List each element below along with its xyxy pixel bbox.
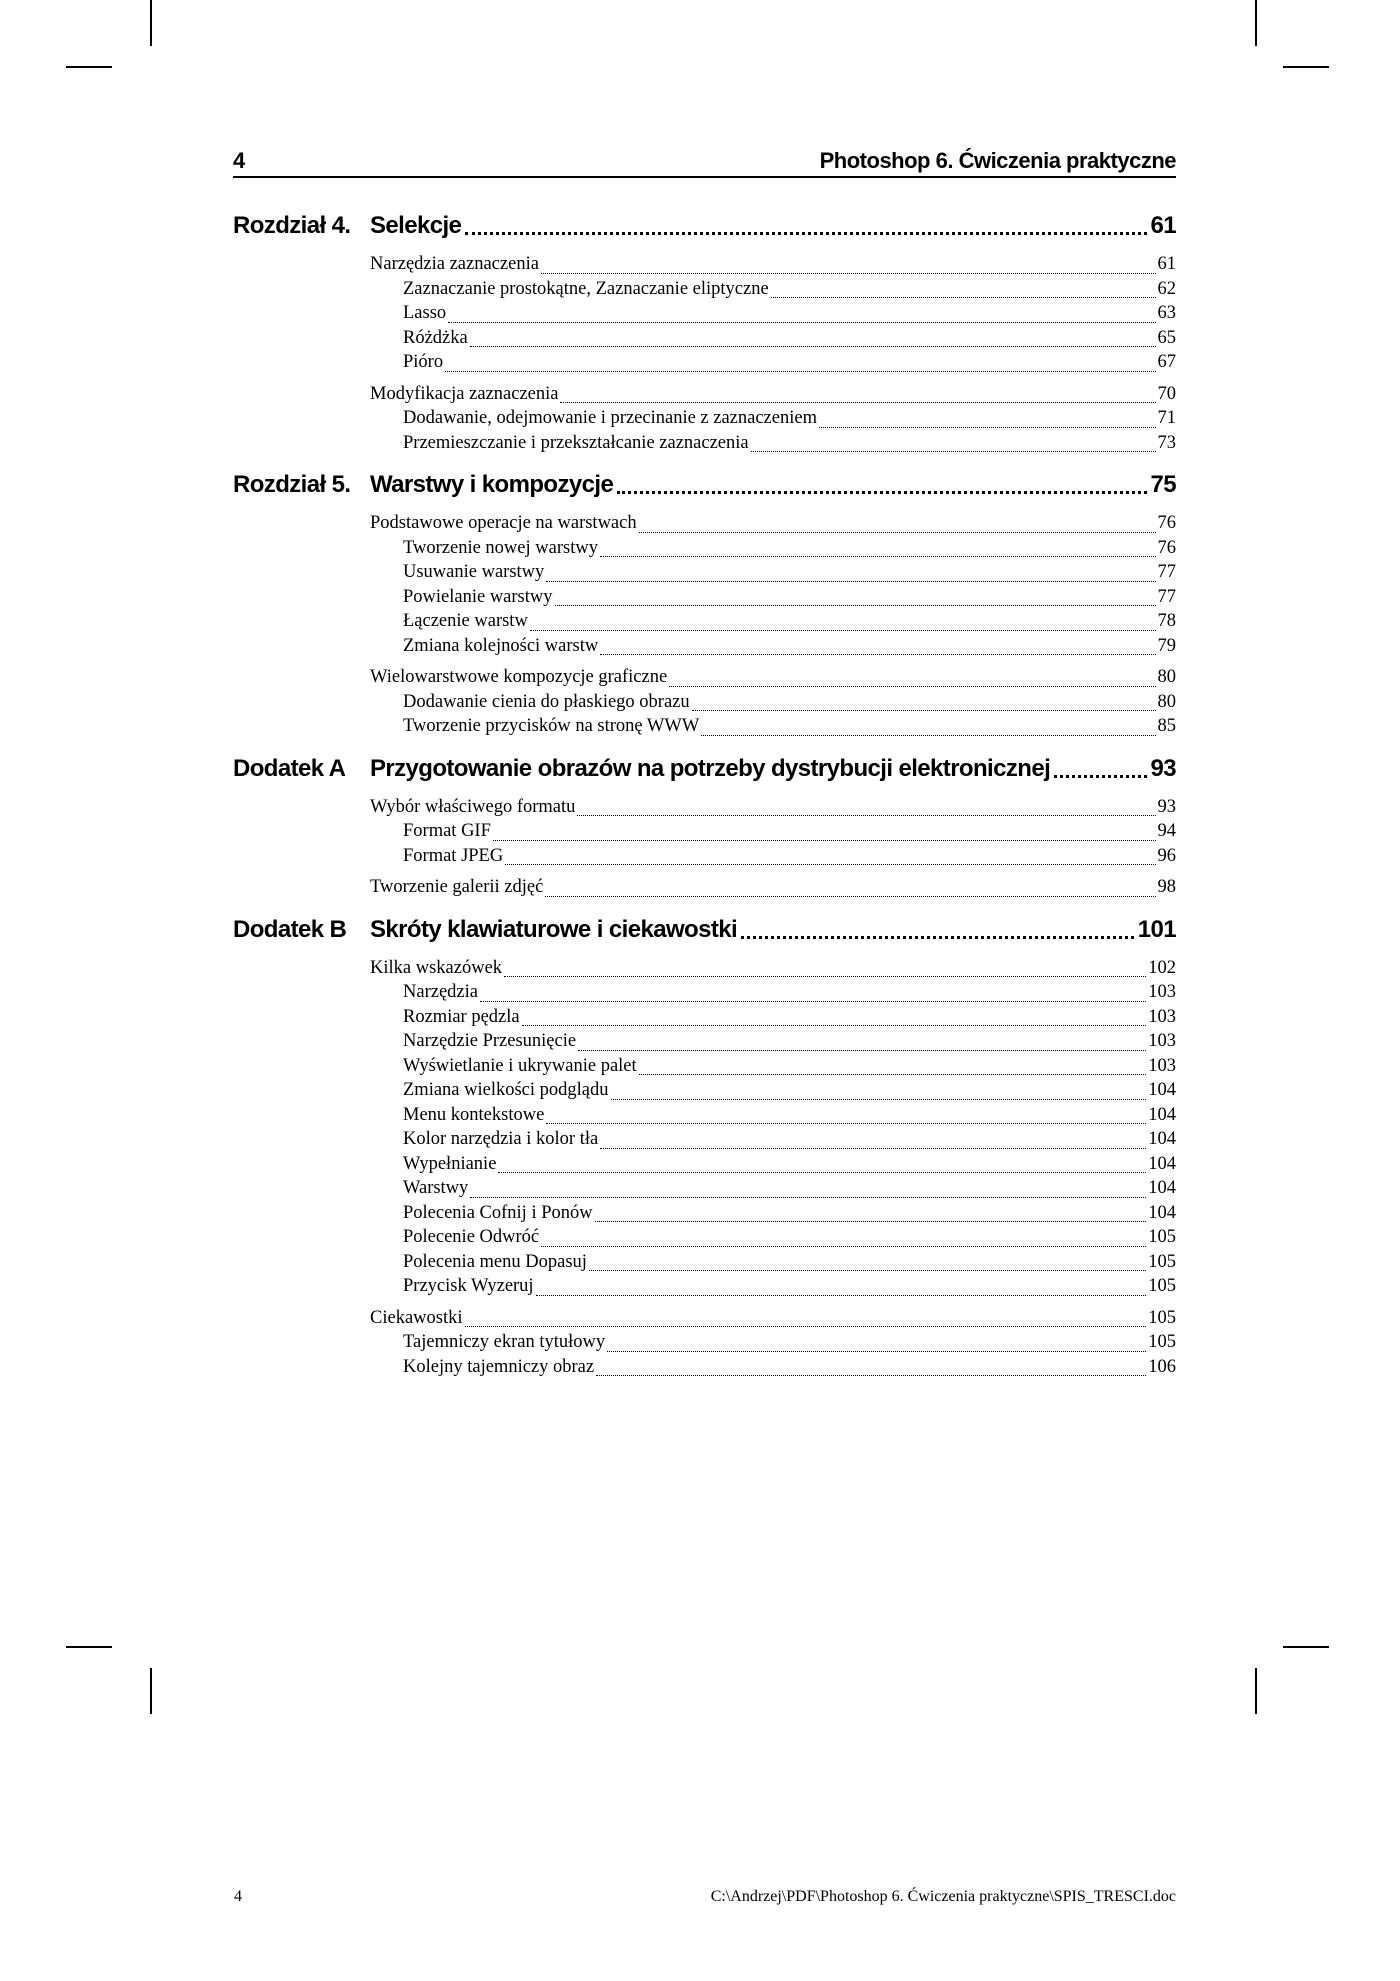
entry-title: Powielanie warstwy	[403, 586, 553, 607]
entry-title: Podstawowe operacje na warstwach	[370, 513, 637, 533]
toc-entry	[233, 1031, 1176, 1056]
entry-page-number: 103	[1148, 1031, 1176, 1051]
entry-title: Tworzenie nowej warstwy	[403, 537, 598, 558]
dot-leader	[596, 1375, 1146, 1376]
chapter-heading	[233, 755, 1176, 789]
crop-mark-top-left-vertical	[150, 0, 152, 46]
dot-leader	[470, 346, 1156, 347]
dot-leader	[470, 1197, 1146, 1198]
entry-title: Narzędzia zaznaczenia	[370, 254, 539, 274]
toc-entry	[233, 982, 1176, 1007]
entry-title: Wielowarstwowe kompozycje graficzne	[370, 667, 668, 687]
toc-entry	[233, 797, 1176, 822]
entry-title: Warstwy	[403, 1178, 469, 1198]
toc-entry	[233, 303, 1176, 328]
toc-entry	[233, 958, 1176, 983]
dot-leader	[669, 686, 1155, 687]
chapter-title: Przygotowanie obrazów na potrzeby dystrybucji elektronicznej	[370, 754, 1051, 782]
chapter-label: Dodatek B	[233, 915, 347, 943]
toc-entry	[233, 538, 1176, 563]
dot-leader	[741, 934, 1134, 939]
toc-entry	[233, 1308, 1176, 1333]
entry-page-number: 80	[1157, 667, 1176, 687]
toc-entry	[233, 667, 1176, 692]
entry-page-number: 103	[1148, 1055, 1176, 1076]
entry-title: Zmiana kolejności warstw	[403, 635, 599, 656]
entry-page-number: 65	[1157, 327, 1176, 348]
chapter-heading	[233, 471, 1176, 505]
toc-entry	[233, 1007, 1176, 1032]
toc-entry	[233, 611, 1176, 636]
dot-leader	[541, 1246, 1146, 1247]
dot-leader	[577, 815, 1155, 816]
entry-list	[233, 513, 1176, 741]
toc-entry	[233, 1129, 1176, 1154]
chapter-title-line	[370, 755, 1176, 783]
entry-title: Ciekawostki	[370, 1307, 463, 1328]
entry-page-number: 105	[1148, 1276, 1176, 1296]
chapter-page-number: 101	[1137, 915, 1176, 943]
chapter-page-number: 93	[1150, 754, 1176, 782]
dot-leader	[504, 976, 1146, 977]
entry-page-number: 103	[1148, 982, 1176, 1002]
entry-title: Pióro	[403, 352, 444, 372]
dot-leader	[600, 1148, 1146, 1149]
toc-entry	[233, 1056, 1176, 1081]
dot-leader	[505, 864, 1155, 865]
dot-leader	[522, 1025, 1147, 1026]
dot-leader	[639, 1074, 1147, 1075]
toc-entry	[233, 1154, 1176, 1179]
entry-title: Wyświetlanie i ukrywanie palet	[403, 1055, 637, 1076]
chapter-label: Dodatek A	[233, 754, 346, 782]
toc-entry	[233, 821, 1176, 846]
dot-leader	[600, 556, 1156, 557]
toc-entry	[233, 692, 1176, 717]
toc-entry	[233, 254, 1176, 279]
entry-title: Kolor narzędzia i kolor tła	[403, 1129, 599, 1149]
toc-entry	[233, 1227, 1176, 1252]
dot-leader	[611, 1099, 1147, 1100]
dot-leader	[555, 605, 1156, 606]
entry-title: Lasso	[403, 303, 447, 323]
entry-title: Kolejny tajemniczy obraz	[403, 1356, 595, 1377]
crop-mark-top-right-horizontal	[1283, 66, 1329, 68]
chapter-title-line	[370, 471, 1176, 499]
dot-leader	[493, 840, 1156, 841]
entry-title: Kilka wskazówek	[370, 957, 503, 978]
dot-leader	[498, 1172, 1146, 1173]
entry-page-number: 76	[1157, 513, 1176, 533]
toc-entry	[233, 1178, 1176, 1203]
crop-mark-bottom-left-horizontal	[66, 1646, 112, 1648]
entry-title: Menu kontekstowe	[403, 1104, 545, 1125]
toc-entry	[233, 587, 1176, 612]
table-of-contents	[233, 212, 1176, 1381]
dot-leader	[541, 273, 1156, 274]
toc-entry	[233, 279, 1176, 304]
header-book-title: Photoshop 6. Ćwiczenia praktyczne	[819, 148, 1176, 173]
toc-entry	[233, 1080, 1176, 1105]
dot-leader	[465, 1326, 1147, 1327]
chapter-label: Rozdział 5.	[233, 471, 351, 498]
entry-page-number: 77	[1157, 562, 1176, 582]
toc-entry	[233, 328, 1176, 353]
entry-title: Format GIF	[403, 821, 491, 841]
entry-title: Tajemniczy ekran tytułowy	[403, 1332, 606, 1352]
entry-title: Polecenia menu Dopasuj	[403, 1251, 587, 1272]
entry-title: Łączenie warstw	[403, 611, 528, 631]
entry-page-number: 77	[1157, 586, 1176, 607]
dot-leader	[1054, 773, 1146, 778]
chapter-page-number: 61	[1150, 212, 1176, 239]
entry-page-number: 71	[1157, 408, 1176, 428]
header-page-number: 4	[233, 148, 245, 173]
entry-page-number: 102	[1148, 957, 1176, 978]
chapter-label: Rozdział 4.	[233, 212, 351, 239]
crop-mark-top-left-horizontal	[66, 66, 112, 68]
entry-page-number: 76	[1157, 537, 1176, 558]
entry-title: Polecenia Cofnij i Ponów	[403, 1202, 593, 1223]
chapter-title: Selekcje	[370, 212, 462, 239]
running-header	[233, 148, 1176, 178]
entry-list	[233, 958, 1176, 1382]
chapter-page-number: 75	[1150, 471, 1176, 498]
dot-leader	[578, 1050, 1146, 1051]
toc-entry	[233, 1276, 1176, 1301]
toc-entry	[233, 1105, 1176, 1130]
dot-leader	[607, 1351, 1146, 1352]
entry-page-number: 79	[1157, 635, 1176, 656]
entry-title: Zaznaczanie prostokątne, Zaznaczanie eliptyczne	[403, 278, 769, 299]
entry-page-number: 93	[1157, 796, 1176, 817]
entry-title: Przemieszczanie i przekształcanie zaznaczenia	[403, 432, 749, 453]
toc-entry	[233, 716, 1176, 741]
footer-page-number: 4	[234, 1888, 242, 1905]
entry-page-number: 104	[1148, 1153, 1176, 1174]
dot-leader	[751, 451, 1156, 452]
dot-leader	[560, 402, 1155, 403]
entry-page-number: 78	[1157, 611, 1176, 631]
entry-list	[233, 254, 1176, 457]
toc-entry	[233, 1357, 1176, 1382]
entry-title: Rozmiar pędzla	[403, 1006, 520, 1027]
dot-leader	[589, 1270, 1146, 1271]
dot-leader	[771, 297, 1156, 298]
entry-page-number: 105	[1148, 1227, 1176, 1247]
entry-title: Wypełnianie	[403, 1153, 497, 1174]
entry-page-number: 61	[1157, 254, 1176, 274]
dot-leader	[545, 896, 1155, 897]
dot-leader	[595, 1221, 1147, 1222]
toc-entry	[233, 846, 1176, 871]
crop-mark-top-right-vertical	[1255, 0, 1257, 46]
chapter-title-line	[370, 916, 1176, 944]
entry-title: Narzędzie Przesunięcie	[403, 1031, 577, 1051]
toc-entry	[233, 352, 1176, 377]
entry-page-number: 105	[1148, 1307, 1176, 1328]
dot-leader	[480, 1001, 1146, 1002]
toc-entry	[233, 562, 1176, 587]
crop-mark-bottom-right-vertical	[1255, 1668, 1257, 1714]
entry-title: Dodawanie cienia do płaskiego obrazu	[403, 691, 690, 712]
entry-title: Wybór właściwego formatu	[370, 796, 576, 817]
chapter-title: Skróty klawiaturowe i ciekawostki	[370, 915, 738, 943]
crop-mark-bottom-right-horizontal	[1283, 1646, 1329, 1648]
entry-page-number: 63	[1157, 303, 1176, 323]
entry-page-number: 104	[1148, 1080, 1176, 1100]
entry-title: Przycisk Wyzeruj	[403, 1276, 534, 1296]
dot-leader	[536, 1295, 1147, 1296]
dot-leader	[445, 371, 1155, 372]
entry-page-number: 80	[1157, 691, 1176, 712]
entry-title: Polecenie Odwróć	[403, 1227, 540, 1247]
crop-mark-bottom-left-vertical	[150, 1668, 152, 1714]
entry-page-number: 104	[1148, 1178, 1176, 1198]
entry-title: Narzędzia	[403, 982, 478, 1002]
chapter-heading	[233, 916, 1176, 950]
entry-title: Różdżka	[403, 327, 468, 348]
toc-entry	[233, 1203, 1176, 1228]
dot-leader	[701, 735, 1155, 736]
chapter-title-line	[370, 212, 1176, 240]
entry-title: Zmiana wielkości podglądu	[403, 1080, 609, 1100]
toc-entry	[233, 636, 1176, 661]
chapter-heading	[233, 212, 1176, 246]
entry-page-number: 105	[1148, 1332, 1176, 1352]
entry-page-number: 67	[1157, 352, 1176, 372]
toc-entry	[233, 1332, 1176, 1357]
entry-page-number: 104	[1148, 1202, 1176, 1223]
toc-entry	[233, 408, 1176, 433]
dot-leader	[617, 489, 1146, 494]
entry-page-number: 85	[1157, 716, 1176, 736]
dot-leader	[465, 230, 1146, 235]
entry-page-number: 94	[1157, 821, 1176, 841]
entry-title: Tworzenie przycisków na stronę WWW	[403, 716, 700, 736]
entry-title: Tworzenie galerii zdjęć	[370, 877, 544, 897]
dot-leader	[819, 427, 1156, 428]
dot-leader	[546, 581, 1155, 582]
toc-entry	[233, 433, 1176, 458]
toc-entry	[233, 384, 1176, 409]
entry-page-number: 103	[1148, 1006, 1176, 1027]
entry-page-number: 104	[1148, 1104, 1176, 1125]
entry-page-number: 106	[1148, 1356, 1176, 1377]
toc-entry	[233, 877, 1176, 902]
entry-page-number: 73	[1157, 432, 1176, 453]
dot-leader	[530, 630, 1156, 631]
dot-leader	[639, 532, 1156, 533]
dot-leader	[692, 710, 1156, 711]
entry-title: Modyfikacja zaznaczenia	[370, 383, 559, 404]
entry-page-number: 105	[1148, 1251, 1176, 1272]
entry-page-number: 104	[1148, 1129, 1176, 1149]
chapter-title: Warstwy i kompozycje	[370, 471, 614, 498]
entry-title: Format JPEG	[403, 845, 504, 866]
entry-title: Usuwanie warstwy	[403, 562, 545, 582]
entry-page-number: 70	[1157, 383, 1176, 404]
entry-page-number: 62	[1157, 278, 1176, 299]
entry-page-number: 98	[1157, 877, 1176, 897]
dot-leader	[448, 322, 1155, 323]
entry-title: Dodawanie, odejmowanie i przecinanie z zaznaczeniem	[403, 408, 817, 428]
toc-entry	[233, 1252, 1176, 1277]
entry-list	[233, 797, 1176, 902]
dot-leader	[600, 654, 1155, 655]
dot-leader	[546, 1123, 1146, 1124]
toc-entry	[233, 513, 1176, 538]
entry-page-number: 96	[1157, 845, 1176, 866]
footer-file-path: C:\Andrzej\PDF\Photoshop 6. Ćwiczenia praktyczne\SPIS_TRESCI.doc	[710, 1888, 1176, 1905]
